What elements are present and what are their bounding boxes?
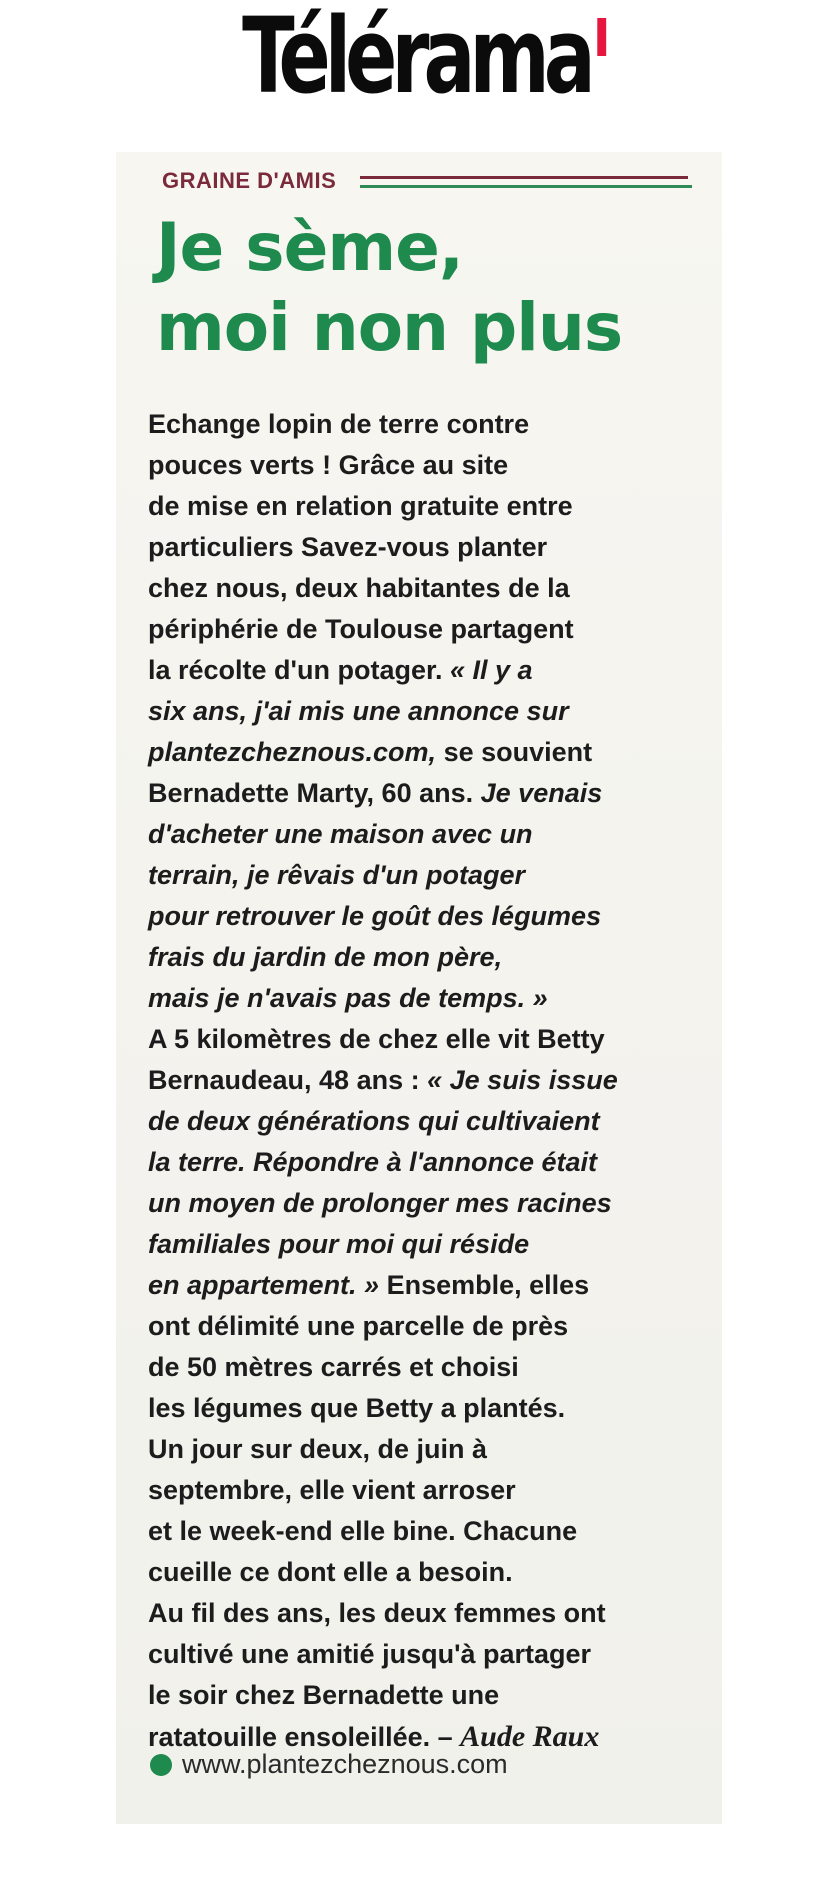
body-line <box>148 1060 718 1101</box>
body-fragment: la récolte d'un potager. <box>148 655 443 685</box>
body-line: et le week-end elle bine. Chacune <box>148 1516 578 1546</box>
quote-fragment: familiales pour moi qui réside <box>148 1229 530 1259</box>
body-fragment: Bernaudeau, 48 ans : <box>148 1065 420 1095</box>
body-line <box>148 1265 718 1306</box>
headline-line-1: Je sème, <box>156 209 463 286</box>
rubric-rule-bottom <box>360 185 692 188</box>
body-line <box>148 1101 718 1142</box>
telerama-logo <box>242 0 590 117</box>
rubric-rule-top <box>360 176 688 179</box>
article-body <box>148 404 718 1758</box>
quote-fragment: frais du jardin de mon père, <box>148 942 503 972</box>
body-line: Au fil des ans, les deux femmes ont <box>148 1598 606 1628</box>
quote-fragment: Je venais <box>480 778 603 808</box>
body-line: de mise en relation gratuite entre <box>148 491 573 521</box>
quote-fragment: la terre. Répondre à l'annonce était <box>148 1147 598 1177</box>
quote-fragment: mais je n'avais pas de temps. » <box>148 983 548 1013</box>
logo-accent-mark <box>597 18 606 56</box>
body-line <box>148 1142 718 1183</box>
quote-fragment: en appartement. » <box>148 1270 380 1300</box>
body-line: ont délimité une parcelle de près <box>148 1311 569 1341</box>
quote-fragment: d'acheter une maison avec un <box>148 819 533 849</box>
body-line <box>148 1224 718 1265</box>
body-fragment: ratatouille ensoleillée. – <box>148 1722 453 1752</box>
masthead <box>0 0 832 150</box>
body-line: particuliers Savez-vous planter <box>148 532 548 562</box>
article-headline <box>156 208 716 368</box>
body-fragment: Ensemble, elles <box>386 1270 590 1300</box>
body-line <box>148 773 718 814</box>
author-signature: Aude Raux <box>460 1720 600 1753</box>
website-reference <box>150 1749 508 1780</box>
body-fragment: se souvient <box>443 737 593 767</box>
section-rubric: GRAINE D'AMIS <box>162 168 337 193</box>
quote-fragment: un moyen de prolonger mes racines <box>148 1188 612 1218</box>
body-line <box>148 937 718 978</box>
logo-text: Télérama <box>242 0 590 117</box>
green-bullet-icon <box>150 1754 172 1776</box>
body-line <box>148 1183 718 1224</box>
body-line <box>148 732 718 773</box>
quote-fragment: plantezcheznous.com, <box>148 737 437 767</box>
body-line: le soir chez Bernadette une <box>148 1680 500 1710</box>
body-line <box>148 691 718 732</box>
body-fragment: Bernadette Marty, 60 ans. <box>148 778 474 808</box>
body-line <box>148 978 718 1019</box>
body-line: cueille ce dont elle a besoin. <box>148 1557 513 1587</box>
body-line: pouces verts ! Grâce au site <box>148 450 509 480</box>
body-line: Echange lopin de terre contre <box>148 409 530 439</box>
quote-fragment: « Je suis issue <box>427 1065 618 1095</box>
quote-fragment: « Il y a <box>450 655 533 685</box>
quote-fragment: terrain, je rêvais d'un potager <box>148 860 526 890</box>
body-line: les légumes que Betty a plantés. <box>148 1393 566 1423</box>
quote-fragment: de deux générations qui cultivaient <box>148 1106 600 1136</box>
body-line <box>148 814 718 855</box>
body-line <box>148 650 718 691</box>
body-line: de 50 mètres carrés et choisi <box>148 1352 519 1382</box>
body-line: Un jour sur deux, de juin à <box>148 1434 488 1464</box>
body-line: cultivé une amitié jusqu'à partager <box>148 1639 592 1669</box>
body-line <box>148 855 718 896</box>
body-line: périphérie de Toulouse partagent <box>148 614 574 644</box>
body-line: A 5 kilomètres de chez elle vit Betty <box>148 1024 605 1054</box>
body-line: septembre, elle vient arroser <box>148 1475 516 1505</box>
body-line <box>148 896 718 937</box>
quote-fragment: pour retrouver le goût des légumes <box>148 901 602 931</box>
website-url: www.plantezcheznous.com <box>182 1749 508 1779</box>
headline-line-2: moi non plus <box>156 289 623 366</box>
quote-fragment: six ans, j'ai mis une annonce sur <box>148 696 569 726</box>
body-line: chez nous, deux habitantes de la <box>148 573 570 603</box>
article-clipping <box>116 152 722 1824</box>
